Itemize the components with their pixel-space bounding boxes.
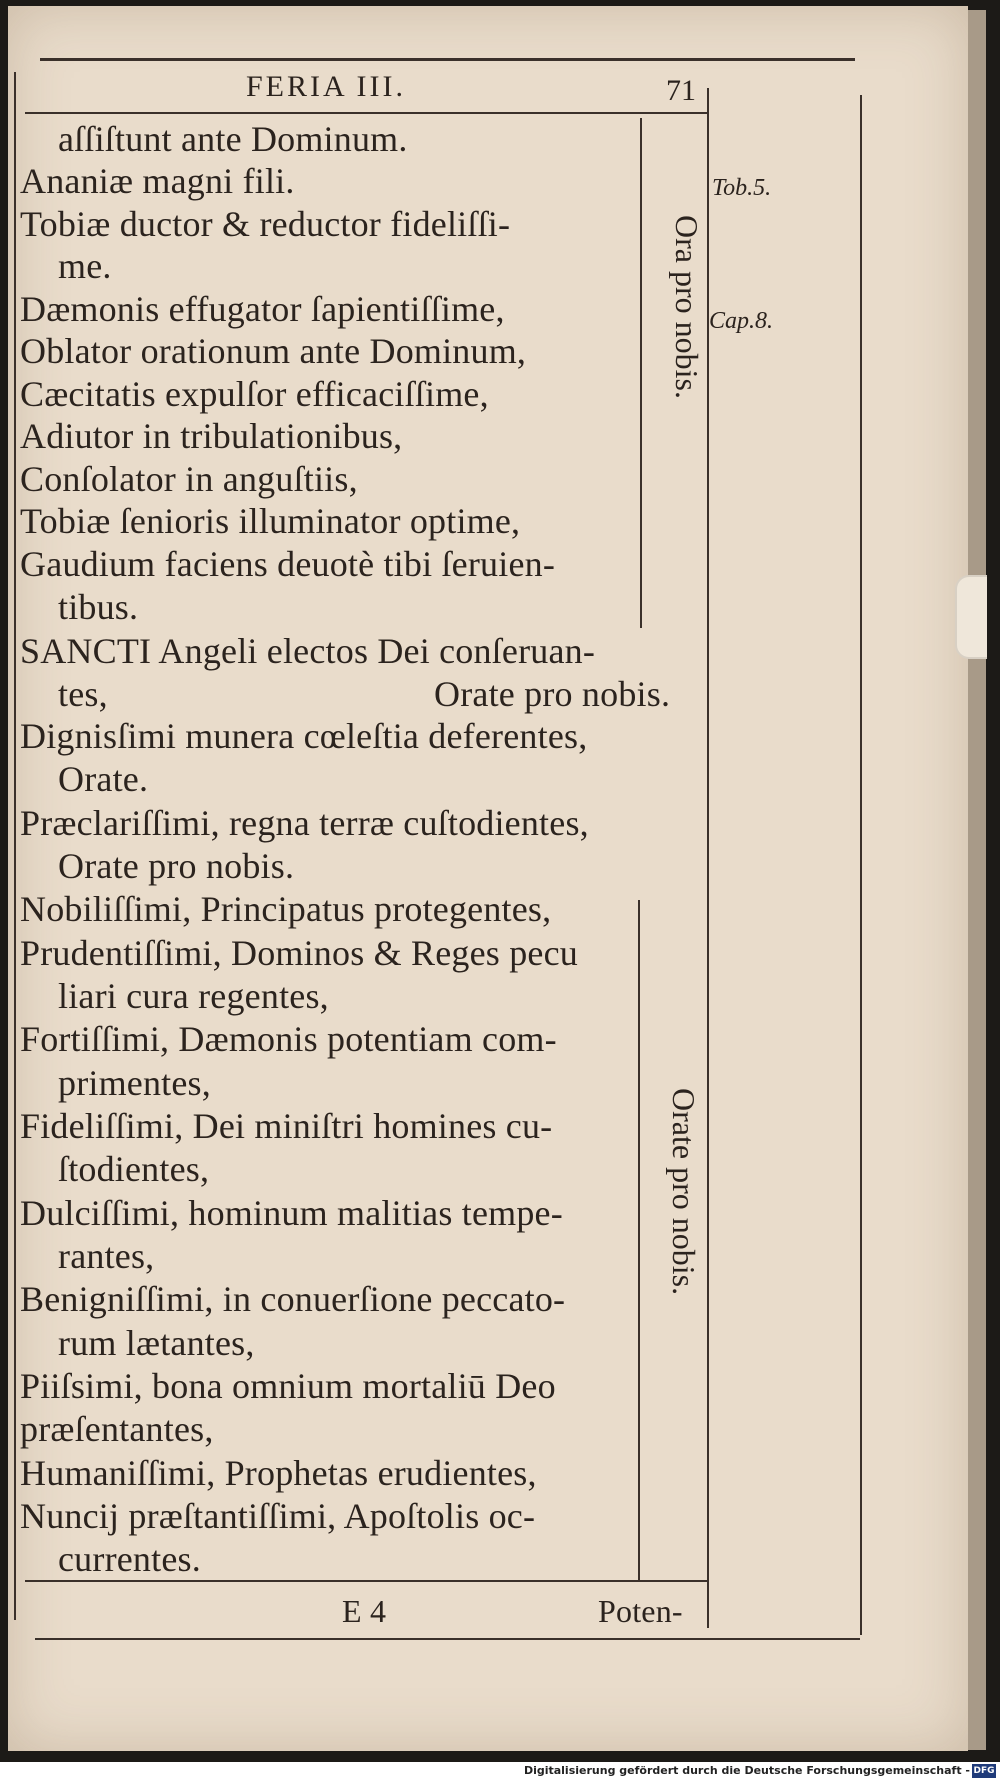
dfg-logo: DFG (973, 1766, 995, 1776)
text-line: Humaniſſimi, Prophetas erudientes, (20, 1453, 537, 1493)
text-line: Fideliſſimi, Dei miniſtri homines cu- (20, 1106, 553, 1146)
header-rule (25, 112, 707, 114)
signature-mark: E 4 (342, 1593, 387, 1629)
text-line: me. (58, 246, 112, 286)
text-line: Dignisſimi munera cœleſtia deferentes, (20, 716, 588, 756)
text-line: Orate pro nobis. (58, 846, 295, 886)
text-line: Dulciſſimi, hominum malitias tempe- (20, 1193, 563, 1233)
page-tab (955, 575, 987, 659)
text-line: liari cura regentes, (58, 976, 329, 1016)
page-number: 71 (666, 74, 696, 107)
text-line: Piiſsimi, bona omnium mortaliū Deo (20, 1366, 556, 1406)
text-line: Adiutor in tribulationibus, (20, 416, 403, 456)
text-line: ſtodientes, (58, 1149, 210, 1189)
text-line: Benigniſſimi, in conuerſione peccato- (20, 1279, 566, 1319)
page-edge (968, 10, 986, 1750)
outer-frame-rule (860, 95, 862, 1635)
text-line: tes, (58, 674, 108, 714)
text-line: Orate. (58, 759, 149, 799)
text-line: Præclariſſimi, regna terræ cuſtodientes, (20, 803, 589, 843)
text-line: Conſolator in anguſtiis, (20, 459, 358, 499)
text-line: SANCTI Angeli electos Dei conſeruan- (20, 631, 596, 671)
text-line: Dæmonis effugator ſapientiſſime, (20, 289, 505, 329)
text-line: tibus. (58, 587, 139, 627)
left-frame-rule (14, 72, 16, 1620)
footer-rule (35, 1638, 860, 1640)
text-line: Gaudium faciens deuotè tibi ſeruien- (20, 544, 556, 584)
bracket-rule-top (640, 118, 642, 628)
text-line: currentes. (58, 1539, 201, 1579)
top-rule (40, 58, 855, 61)
running-title: FERIA III. (246, 70, 406, 103)
bottom-rule (25, 1580, 707, 1582)
text-line: Cæcitatis expulſor efficaciſſime, (20, 374, 489, 414)
catchword: Poten- (598, 1593, 683, 1629)
text-line: rantes, (58, 1236, 155, 1276)
margin-note: Tob.5. (712, 175, 772, 201)
credit-text: Digitalisierung gefördert durch die Deutsche Forschungsgemeinschaft - (523, 1764, 970, 1777)
text-line: Tobiæ ſenioris illuminator optime, (20, 501, 521, 541)
text-line: præſentantes, (20, 1409, 214, 1449)
text-line: primentes, (58, 1063, 211, 1103)
text-line: aſſiſtunt ante Dominum. (58, 119, 408, 159)
text-line: Nobiliſſimi, Principatus protegentes, (20, 889, 552, 929)
text-line: Ananiæ magni fili. (20, 161, 295, 201)
text-line: Nuncij præſtantiſſimi, Apoſtolis oc- (20, 1496, 536, 1536)
inline-response: Orate pro nobis. (434, 674, 671, 714)
bracket-label: Ora pro nobis. (669, 215, 705, 399)
bracket-label: Orate pro nobis. (666, 1088, 702, 1296)
bracket-rule-bottom (638, 900, 640, 1580)
margin-note: Cap.8. (709, 308, 774, 334)
text-line: Oblator orationum ante Dominum, (20, 331, 527, 371)
text-line: Prudentiſſimi, Dominos & Reges pecu (20, 933, 578, 973)
text-line: rum lætantes, (58, 1323, 255, 1363)
text-line: Fortiſſimi, Dæmonis potentiam com- (20, 1019, 557, 1059)
text-line: Tobiæ ductor & reductor fideliſſi- (20, 204, 511, 244)
